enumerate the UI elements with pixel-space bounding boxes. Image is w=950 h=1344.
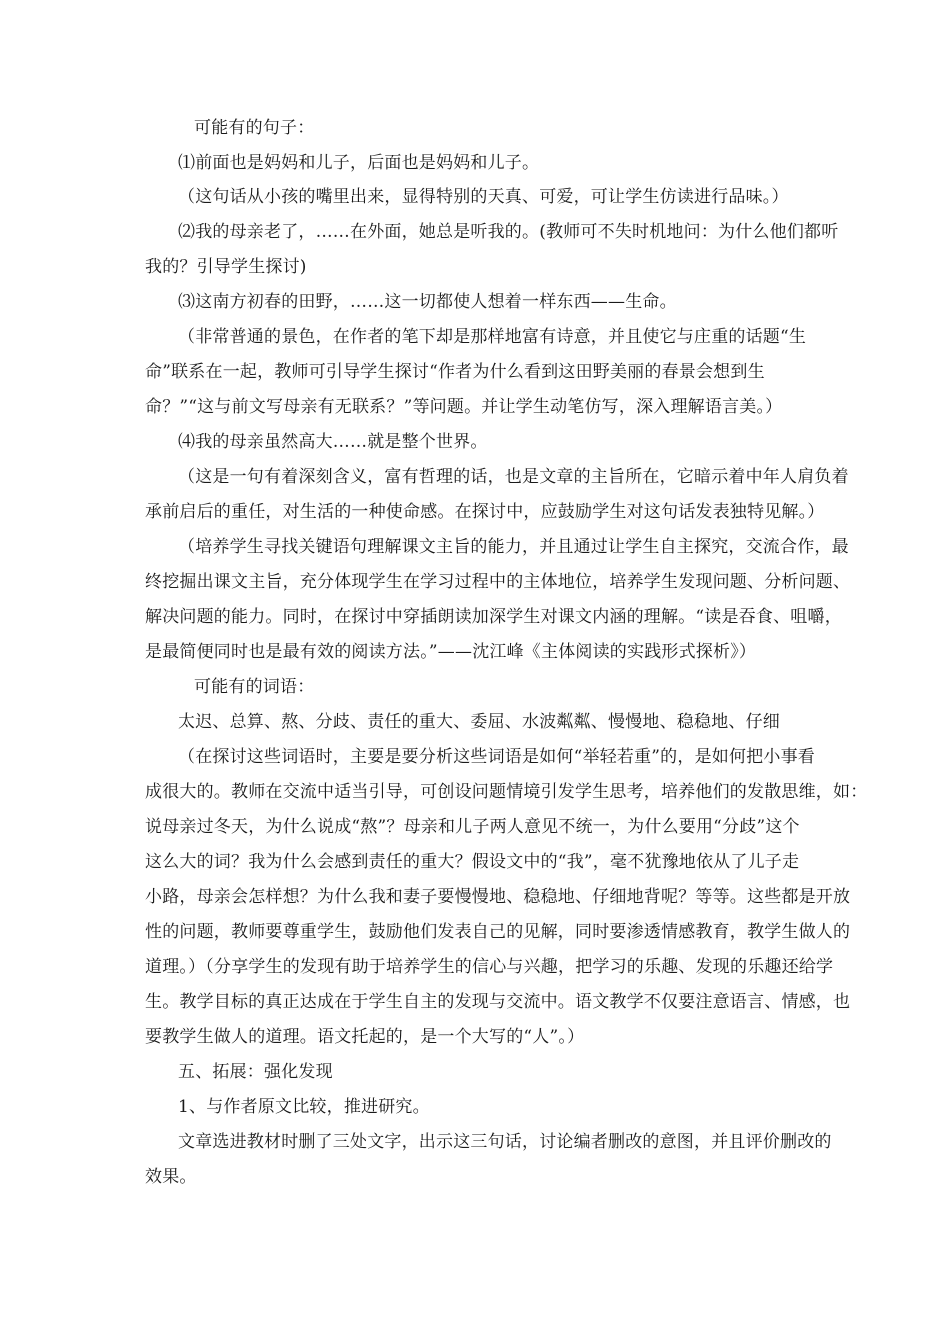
word-note-line-3: 说母亲过冬天，为什么说成“熬”？母亲和儿子两人意见不统一，为什么要用“分歧”这个 <box>145 817 800 837</box>
word-note-line-4: 这么大的词？我为什么会感到责任的重大？假设文中的“我”，毫不犹豫地依从了儿子走 <box>145 852 800 872</box>
design-note-line-4: 是最简便同时也是最有效的阅读方法。”——沈江峰《主体阅读的实践形式探析》） <box>145 642 757 662</box>
sentence-note-4-line-1: （这是一句有着深刻含义，富有哲理的话，也是文章的主旨所在，它暗示着中年人肩负着 <box>178 467 849 487</box>
section-heading-extension: 五、拓展：强化发现 <box>178 1062 333 1082</box>
design-note-line-3: 解决问题的能力。同时，在探讨中穿插朗读加深学生对课文内涵的理解。“读是吞食、咀嚼， <box>145 607 842 627</box>
sentence-item-3: ⑶这南方初春的田野，……这一切都使人想着一样东西——生命。 <box>178 292 677 312</box>
word-note-line-5: 小路，母亲会怎样想？为什么我和妻子要慢慢地、稳稳地、仔细地背呢？等等。这些都是开放 <box>145 887 851 907</box>
sentence-item-2-cont: 我的？引导学生探讨) <box>145 257 307 277</box>
extension-text-line-1: 文章选进教材时删了三处文字，出示这三句话，讨论编者删改的意图，并且评价删改的 <box>178 1132 832 1152</box>
word-note-line-7: 道理。）（分享学生的发现有助于培养学生的信心与兴趣，把学习的乐趣、发现的乐趣还给学 <box>145 957 834 977</box>
word-note-line-6: 性的问题，教师要尊重学生，鼓励他们发表自己的见解，同时要渗透情感教育，教学生做人的 <box>145 922 851 942</box>
design-note-line-2: 终挖掘出课文主旨，充分体现学生在学习过程中的主体地位，培养学生发现问题、分析问题、 <box>145 572 851 592</box>
sentence-item-4: ⑷我的母亲虽然高大……就是整个世界。 <box>178 432 488 452</box>
sentence-note-3-line-3: 命？”“这与前文写母亲有无联系？”等问题。并让学生动笔仿写，深入理解语言美。） <box>145 397 783 417</box>
design-note-line-1: （培养学生寻找关键语句理解课文主旨的能力，并且通过让学生自主探究，交流合作，最 <box>178 537 849 557</box>
sentence-note-3-line-2: 命”联系在一起，教师可引导学生探讨“作者为什么看到这田野美丽的春景会想到生 <box>145 362 765 382</box>
heading-possible-words: 可能有的词语： <box>194 677 315 697</box>
sentence-note-4-line-2: 承前启后的重任，对生活的一种使命感。在探讨中，应鼓励学生对这句话发表独特见解。） <box>145 502 825 522</box>
sentence-item-2: ⑵我的母亲老了，……在外面，她总是听我的。(教师可不失时机地问：为什么他们都听 <box>178 222 839 242</box>
sentence-note-1: （这句话从小孩的嘴里出来，显得特别的天真、可爱，可让学生仿读进行品味。） <box>178 187 789 207</box>
heading-possible-sentences: 可能有的句子： <box>194 118 315 138</box>
word-list: 太迟、总算、熬、分歧、责任的重大、委屈、水波粼粼、慢慢地、稳稳地、仔细 <box>178 712 780 732</box>
word-note-line-1: （在探讨这些词语时，主要是要分析这些词语是如何“举轻若重”的，是如何把小事看 <box>178 747 815 767</box>
word-note-line-9: 要教学生做人的道理。语文托起的，是一个大写的“人”。） <box>145 1027 585 1047</box>
sentence-item-1: ⑴前面也是妈妈和儿子，后面也是妈妈和儿子。 <box>178 153 540 173</box>
sentence-note-3-line-1: （非常普通的景色，在作者的笔下却是那样地富有诗意，并且使它与庄重的话题“生 <box>178 327 807 347</box>
word-note-line-8: 生。教学目标的真正达成在于学生自主的发现与交流中。语文教学不仅要注意语言、情感，也 <box>145 992 851 1012</box>
word-note-line-2: 成很大的。教师在交流中适当引导，可创设问题情境引发学生思考，培养他们的发散思维，如： <box>145 782 868 802</box>
extension-item-1: 1、与作者原文比较，推进研究。 <box>178 1097 430 1117</box>
extension-text-line-2: 效果。 <box>145 1167 197 1187</box>
